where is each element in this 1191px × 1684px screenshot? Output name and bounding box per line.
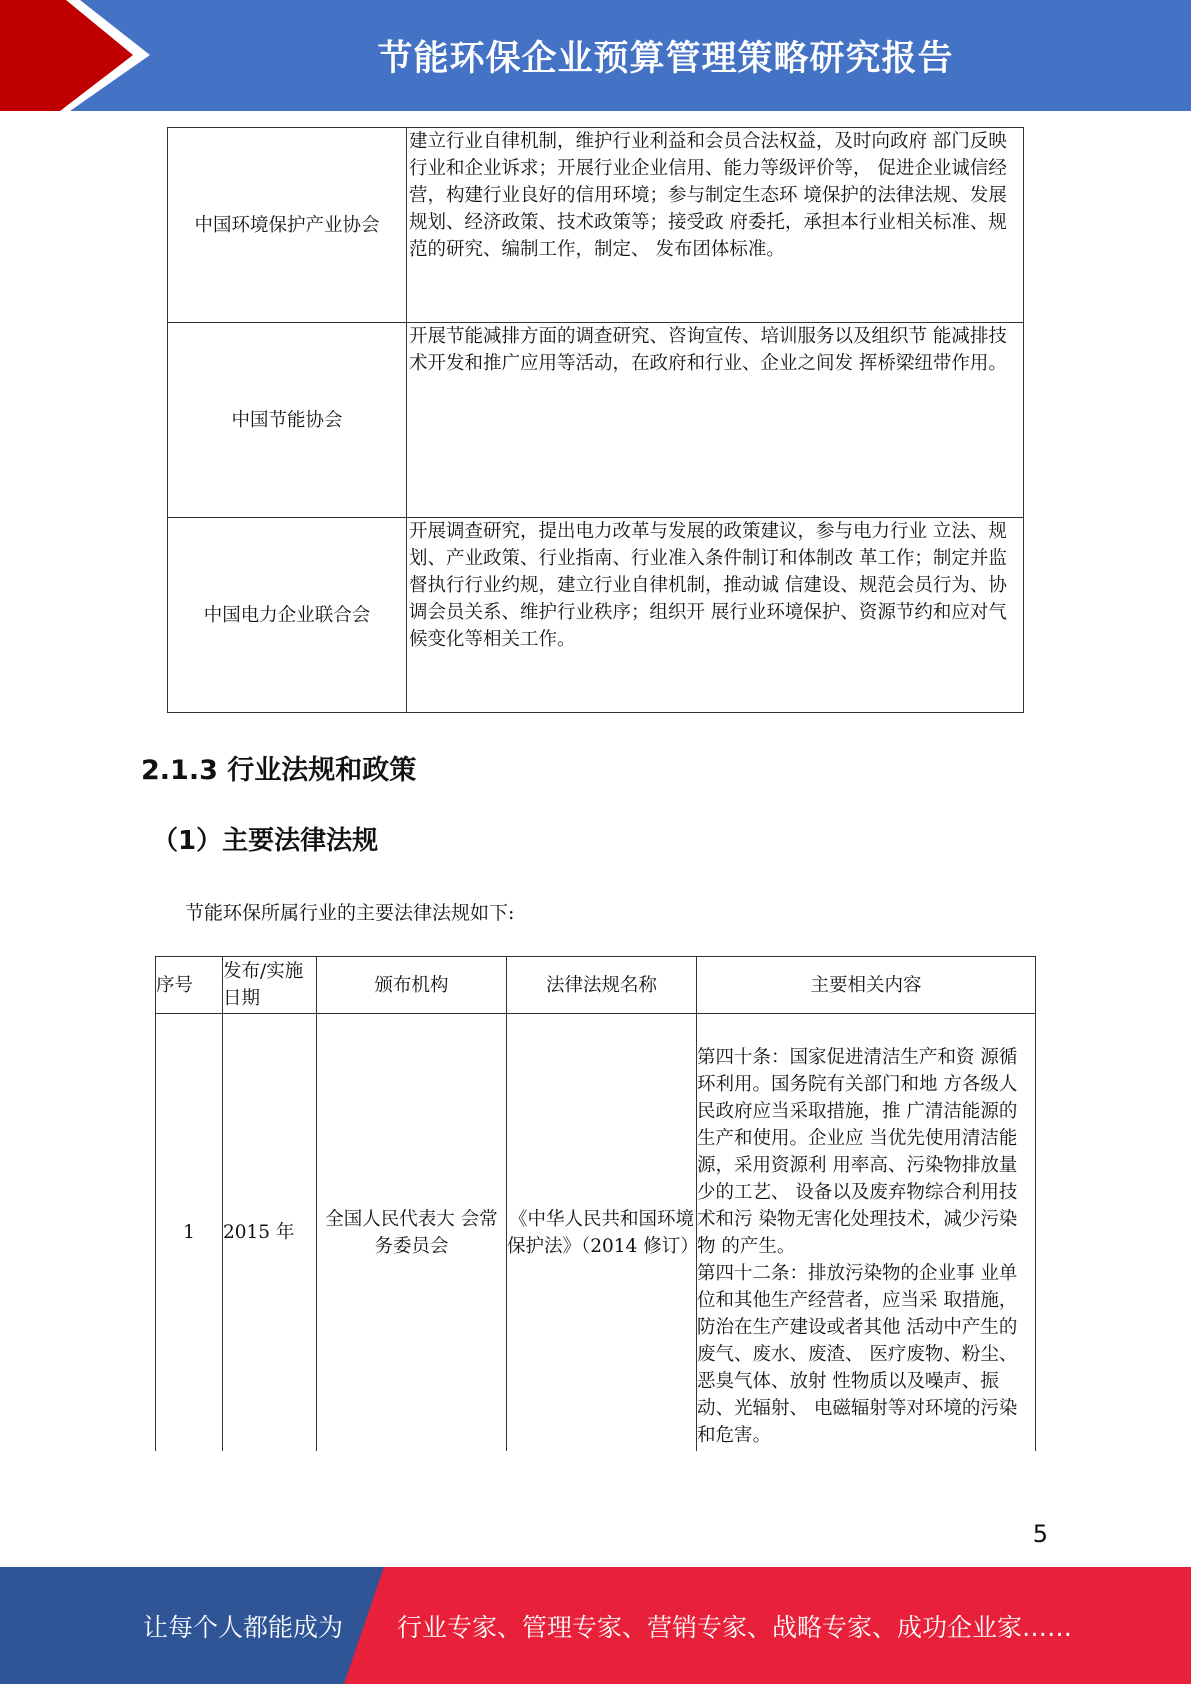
law-no: 1 xyxy=(156,1014,223,1452)
header-no: 序号 xyxy=(156,957,223,1014)
law-org: 全国人民代表大 会常务委员会 xyxy=(317,1014,507,1452)
chevron-logo-icon xyxy=(0,0,160,111)
association-name: 中国环境保护产业协会 xyxy=(168,128,407,323)
law-content xyxy=(697,1014,1036,1452)
association-description: 开展节能减排方面的调查研究、咨询宣传、培训服务以及组织节 能减排技术开发和推广应用等活动，在政府和行业、企业之间发 挥桥梁纽带作用。 xyxy=(407,323,1024,518)
laws-table xyxy=(155,956,1036,1452)
association-description: 建立行业自律机制，维护行业利益和会员合法权益，及时向政府 部门反映行业和企业诉求；开展行业企业信用、能力等级评价等， 促进企业诚信经营，构建行业良好的信用环境；参与制定生态环 境保护的法律法规、发展规划、经济政策、技术政策等；接受政 府委托，承担本行业相关标准、规范的研究、编制工作，制定、 发布团体标准。 xyxy=(407,128,1024,323)
association-name: 中国节能协会 xyxy=(168,323,407,518)
page-number: 5 xyxy=(1032,1520,1048,1548)
table-row xyxy=(168,128,1024,323)
subsection-heading: （1）主要法律法规 xyxy=(152,826,379,856)
header-content: 主要相关内容 xyxy=(697,957,1036,1014)
footer-slogan-left: 让每个人都能成为 xyxy=(143,1612,344,1642)
law-name: 《中华人民共和国环境保护法》（2014 修订） xyxy=(507,1014,697,1452)
report-title: 节能环保企业预算管理策略研究报告 xyxy=(377,38,954,79)
table-row xyxy=(168,323,1024,518)
table-page-break xyxy=(140,1451,1040,1471)
header-date: 发布/实施日期 xyxy=(223,957,317,1014)
page-footer xyxy=(0,1567,1191,1684)
header-org: 颁布机构 xyxy=(317,957,507,1014)
footer-slogan-right: 行业专家、管理专家、营销专家、战略专家、成功企业家…… xyxy=(397,1612,1073,1642)
intro-paragraph: 节能环保所属行业的主要法律法规如下: xyxy=(185,902,515,924)
page-header xyxy=(0,0,1191,111)
header-law: 法律法规名称 xyxy=(507,957,697,1014)
law-content-article-40: 第四十条：国家促进清洁生产和资 源循环利用。国务院有关部门和地 方各级人民政府应当采取措施，推 广清洁能源的生产和使用。企业应 当优先使用清洁能源，采用资源利 用率高、污染物排放量少的工艺、 设备以及废弃物综合利用技术和污 染物无害化处理技术，减少污染物 的产生。 xyxy=(697,1047,1018,1257)
law-content-article-42: 第四十二条：排放污染物的企业事 业单位和其他生产经营者，应当采 取措施，防治在生产建设或者其他 活动中产生的废气、废水、废渣、 医疗废物、粉尘、恶臭气体、放射 性物质以及噪声、振动、光辐射、 电磁辐射等对环境的污染和危害。 xyxy=(697,1263,1018,1446)
section-heading: 2.1.3 行业法规和政策 xyxy=(141,755,417,786)
table-row xyxy=(168,518,1024,713)
association-description: 开展调查研究，提出电力改革与发展的政策建议，参与电力行业 立法、规划、产业政策、行业指南、行业准入条件制订和体制改 革工作；制定并监督执行行业约规，建立行业自律机制，推动诚 信建设、规范会员行为、协调会员关系、维护行业秩序；组织开 展行业环境保护、资源节约和应对气候变化等相关工作。 xyxy=(407,518,1024,713)
law-date: 2015 年 xyxy=(223,1014,317,1452)
table-header-row xyxy=(156,957,1036,1014)
associations-table xyxy=(167,127,1024,713)
association-name: 中国电力企业联合会 xyxy=(168,518,407,713)
table-row xyxy=(156,1014,1036,1452)
